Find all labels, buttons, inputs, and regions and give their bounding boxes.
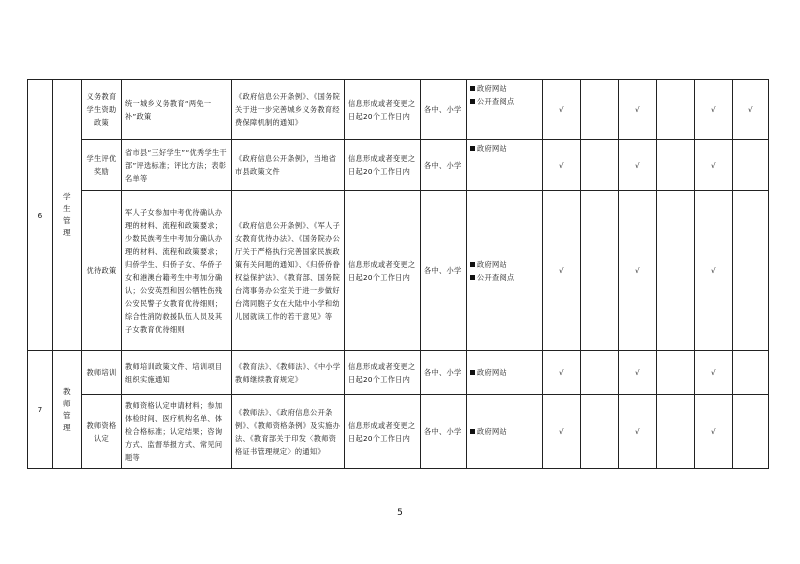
mark-cell: √ <box>695 351 733 395</box>
subcategory-cell: 义务教育学生资助政策 <box>82 80 122 140</box>
mark-cell: √ <box>695 80 733 140</box>
channel-item: 政府网站 <box>470 366 539 379</box>
table-row <box>28 140 769 191</box>
mark-cell <box>581 395 619 469</box>
mark-cell: √ <box>543 351 581 395</box>
time-cell: 信息形成或者变更之日起20个工作日内 <box>345 140 421 191</box>
disclosure-table <box>27 79 769 469</box>
channel-cell <box>467 351 543 395</box>
square-bullet-icon <box>470 99 475 104</box>
mark-cell: √ <box>543 140 581 191</box>
category-cell <box>53 351 82 469</box>
subject-cell: 各中、小学 <box>421 395 467 469</box>
mark-cell <box>581 191 619 351</box>
channel-cell <box>467 191 543 351</box>
content-cell: 军人子女参加中考优待确认办理的材料、流程和政策要求；少数民族考生中考加分确认办理的材料、流程和政策要求；归侨学生、归侨子女、华侨子女和港澳台籍考生中考加分确认；公安英烈和因公牺牲伤残公安民警子女教育优待细则；综合性消防救援队伍人员及其子女教育优待细则 <box>122 191 232 351</box>
channel-cell <box>467 395 543 469</box>
basis-cell: 《政府信息公开条例》、《国务院关于进一步完善城乡义务教育经费保障机制的通知》 <box>232 80 345 140</box>
time-cell: 信息形成或者变更之日起20个工作日内 <box>345 191 421 351</box>
square-bullet-icon <box>470 262 475 267</box>
mark-cell: √ <box>733 80 769 140</box>
category-label: 学生管理 <box>63 192 71 237</box>
content-cell: 省市县“三好学生”“优秀学生干部”评选标准；评比方法；表彰名单等 <box>122 140 232 191</box>
mark-cell <box>657 80 695 140</box>
mark-cell <box>657 395 695 469</box>
square-bullet-icon <box>470 275 475 280</box>
mark-cell <box>733 191 769 351</box>
time-cell: 信息形成或者变更之日起20个工作日内 <box>345 395 421 469</box>
channel-item: 公开查阅点 <box>470 95 539 108</box>
mark-cell <box>733 351 769 395</box>
mark-cell: √ <box>695 140 733 191</box>
channel-cell <box>467 80 543 140</box>
subject-cell: 各中、小学 <box>421 191 467 351</box>
table-row <box>28 80 769 140</box>
basis-cell: 《政府信息公开条例》、《军人子女教育优待办法》、《国务院办公厅关于严格执行完善国家民族政策有关问题的通知》、《归侨侨眷权益保护法》、《教育部、国务院台湾事务办公室关于进一步做好台湾同胞子女在大陆中小学和幼儿园就读工作的若干意见》等 <box>232 191 345 351</box>
square-bullet-icon <box>470 86 475 91</box>
subject-cell: 各中、小学 <box>421 80 467 140</box>
subject-cell: 各中、小学 <box>421 140 467 191</box>
mark-cell: √ <box>695 191 733 351</box>
channel-item: 政府网站 <box>470 425 539 438</box>
category-label: 教师管理 <box>63 386 71 432</box>
channel-item: 政府网站 <box>470 82 539 95</box>
page-number: 5 <box>397 508 403 518</box>
table-row <box>28 351 769 395</box>
subcategory-cell: 教师培训 <box>82 351 122 395</box>
seq-cell: 7 <box>28 351 53 469</box>
channel-item: 政府网站 <box>470 142 539 155</box>
subject-cell: 各中、小学 <box>421 351 467 395</box>
mark-cell <box>733 395 769 469</box>
content-cell: 教师资格认定申请材料；参加体检时间、医疗机构名单、体检合格标准；认定结果；咨询方式、监督举报方式、常见问题等 <box>122 395 232 469</box>
subcategory-cell: 优待政策 <box>82 191 122 351</box>
category-cell <box>53 80 82 351</box>
content-cell: 教师培训政策文件、培训项目组织实施通知 <box>122 351 232 395</box>
mark-cell: √ <box>543 191 581 351</box>
mark-cell <box>581 140 619 191</box>
mark-cell: √ <box>619 351 657 395</box>
square-bullet-icon <box>470 370 475 375</box>
mark-cell <box>581 80 619 140</box>
mark-cell <box>733 140 769 191</box>
mark-cell: √ <box>695 395 733 469</box>
basis-cell: 《教师法》、《政府信息公开条例》、《教师资格条例》及实施办法、《教育部关于印发〈教师资格证书管理规定〉的通知》 <box>232 395 345 469</box>
channel-cell <box>467 140 543 191</box>
content-cell: 统一城乡义务教育“两免一补”政策 <box>122 80 232 140</box>
square-bullet-icon <box>470 146 475 151</box>
basis-cell: 《教育法》、《教师法》、《中小学教师继续教育规定》 <box>232 351 345 395</box>
mark-cell: √ <box>619 140 657 191</box>
mark-cell: √ <box>619 80 657 140</box>
time-cell: 信息形成或者变更之日起20个工作日内 <box>345 351 421 395</box>
mark-cell: √ <box>619 395 657 469</box>
table-row <box>28 395 769 469</box>
square-bullet-icon <box>470 429 475 434</box>
mark-cell: √ <box>619 191 657 351</box>
subcategory-cell: 学生评优奖励 <box>82 140 122 191</box>
mark-cell: √ <box>543 395 581 469</box>
mark-cell <box>657 191 695 351</box>
basis-cell: 《政府信息公开条例》，当地省市县政策文件 <box>232 140 345 191</box>
channel-item: 政府网站 <box>470 258 539 271</box>
table-row <box>28 191 769 351</box>
seq-cell: 6 <box>28 80 53 351</box>
mark-cell <box>581 351 619 395</box>
mark-cell: √ <box>543 80 581 140</box>
subcategory-cell: 教师资格认定 <box>82 395 122 469</box>
mark-cell <box>657 351 695 395</box>
mark-cell <box>657 140 695 191</box>
channel-item: 公开查阅点 <box>470 271 539 284</box>
time-cell: 信息形成或者变更之日起20个工作日内 <box>345 80 421 140</box>
